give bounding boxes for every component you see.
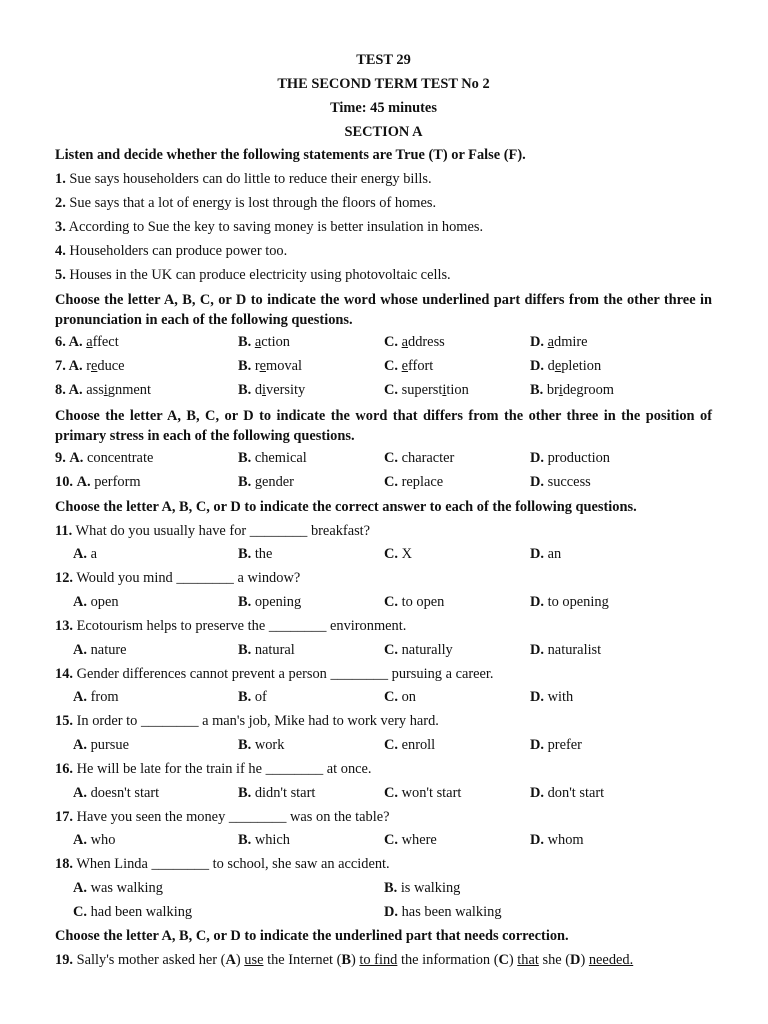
option-c: C. replace xyxy=(384,473,444,490)
question-8 xyxy=(55,379,712,403)
option-d: D. prefer xyxy=(530,737,582,754)
option-a: 7. A. reduce xyxy=(55,358,125,375)
question-11: 11. What do you usually have for ________ breakfast? xyxy=(55,522,371,539)
option-d: D. don't start xyxy=(530,784,605,801)
option-a: A. nature xyxy=(73,641,127,658)
grammar-instruction: Choose the letter A, B, C, or D to indicate the correct answer to each of the following questions. xyxy=(55,498,637,515)
option-c: C. character xyxy=(384,449,455,466)
option-b: B. removal xyxy=(238,358,302,375)
option-d: D. admire xyxy=(530,334,588,351)
option-b: B. is walking xyxy=(384,880,461,897)
question-17-options xyxy=(55,829,712,853)
option-c: C. effort xyxy=(384,358,434,375)
option-b: B. chemical xyxy=(238,449,307,466)
option-b: B. the xyxy=(238,546,273,563)
grammar-questions xyxy=(55,520,712,854)
question-1: 1. Sue says householders can do little to reduce their energy bills. xyxy=(55,171,432,188)
pronunciation-instruction: Choose the letter A, B, C, or D to indicate the word whose underlined part differs from the other three in pronunciation in each of the following questions. xyxy=(55,292,712,329)
option-a: A. who xyxy=(73,832,116,849)
option-c: C. naturally xyxy=(384,641,453,658)
option-b: B. of xyxy=(238,689,267,706)
option-c: C. X xyxy=(384,546,413,563)
question-10 xyxy=(55,471,712,495)
stress-instruction: Choose the letter A, B, C, or D to indicate the word that differs from the other three in the position of primary stress in each of the following questions. xyxy=(55,407,712,444)
question-12-options xyxy=(55,591,712,615)
question-7 xyxy=(55,355,712,379)
question-19: 19. Sally's mother asked her (A) use the Internet (B) to find the information (C) that she (D) needed. xyxy=(55,951,634,968)
option-b: B. didn't start xyxy=(238,784,316,801)
option-d: D. naturalist xyxy=(530,641,602,658)
option-d: D. production xyxy=(530,449,610,466)
option-d: D. to opening xyxy=(530,594,609,611)
question-11-options xyxy=(55,543,712,567)
test-page xyxy=(55,49,712,973)
option-c: C. superstition xyxy=(384,382,469,399)
question-2: 2. Sue says that a lot of energy is lost through the floors of homes. xyxy=(55,195,437,212)
option-a: 10. A. perform xyxy=(55,473,141,490)
question-4: 4. Householders can produce power too. xyxy=(55,242,288,259)
question-13: 13. Ecotourism helps to preserve the ________ environment. xyxy=(55,617,407,634)
option-c: C. on xyxy=(384,689,416,706)
question-18: 18. When Linda ________ to school, she saw an accident. xyxy=(55,856,390,873)
option-a: 9. A. concentrate xyxy=(55,449,154,466)
option-b: B. gender xyxy=(238,473,294,490)
question-14-options xyxy=(55,686,712,710)
option-b: B. action xyxy=(238,334,290,351)
option-c: C. won't start xyxy=(384,784,462,801)
question-18-options-row1 xyxy=(55,877,712,901)
option-d: B. bridegroom xyxy=(530,382,614,399)
question-6 xyxy=(55,331,712,355)
test-time: Time: 45 minutes xyxy=(330,99,437,116)
option-d: D. with xyxy=(530,689,574,706)
option-d: D. depletion xyxy=(530,358,602,375)
question-9 xyxy=(55,447,712,471)
option-a: A. doesn't start xyxy=(73,784,160,801)
question-13-options xyxy=(55,639,712,663)
question-17: 17. Have you seen the money ________ was on the table? xyxy=(55,808,390,825)
question-18-options-row2 xyxy=(55,901,712,925)
test-number: TEST 29 xyxy=(356,52,411,68)
correction-instruction: Choose the letter A, B, C, or D to indicate the underlined part that needs correction. xyxy=(55,927,569,944)
option-a: A. a xyxy=(73,546,97,563)
option-c: C. had been walking xyxy=(73,904,193,920)
option-c: C. enroll xyxy=(384,737,436,754)
option-b: B. natural xyxy=(238,641,295,658)
option-d: D. success xyxy=(530,473,591,490)
option-c: C. to open xyxy=(384,594,445,611)
option-a: A. pursue xyxy=(73,737,129,754)
option-c: C. where xyxy=(384,832,437,849)
question-3: 3. According to Sue the key to saving money is better insulation in homes. xyxy=(55,218,484,235)
option-a: A. from xyxy=(73,689,119,706)
question-15-options xyxy=(55,734,712,758)
option-d: D. an xyxy=(530,546,562,563)
option-a: A. open xyxy=(73,594,119,611)
question-15: 15. In order to ________ a man's job, Mike had to work very hard. xyxy=(55,713,439,730)
option-d: D. has been walking xyxy=(384,904,502,920)
question-16: 16. He will be late for the train if he ________ at once. xyxy=(55,760,372,777)
question-12: 12. Would you mind ________ a window? xyxy=(55,570,301,587)
option-b: B. which xyxy=(238,832,290,849)
question-16-options xyxy=(55,782,712,806)
option-a: 8. A. assignment xyxy=(55,382,151,399)
option-b: B. diversity xyxy=(238,382,306,399)
question-5: 5. Houses in the UK can produce electricity using photovoltaic cells. xyxy=(55,266,451,283)
section-title: SECTION A xyxy=(344,123,423,140)
option-b: B. opening xyxy=(238,594,302,611)
option-a: A. was walking xyxy=(73,880,163,897)
option-b: B. work xyxy=(238,737,285,754)
option-c: C. address xyxy=(384,334,445,351)
test-title: THE SECOND TERM TEST No 2 xyxy=(277,75,490,92)
question-14: 14. Gender differences cannot prevent a person ________ pursuing a career. xyxy=(55,665,494,682)
option-d: D. whom xyxy=(530,832,584,849)
listening-instruction: Listen and decide whether the following statements are True (T) or False (F). xyxy=(55,147,526,164)
option-a: 6. A. affect xyxy=(55,334,119,351)
